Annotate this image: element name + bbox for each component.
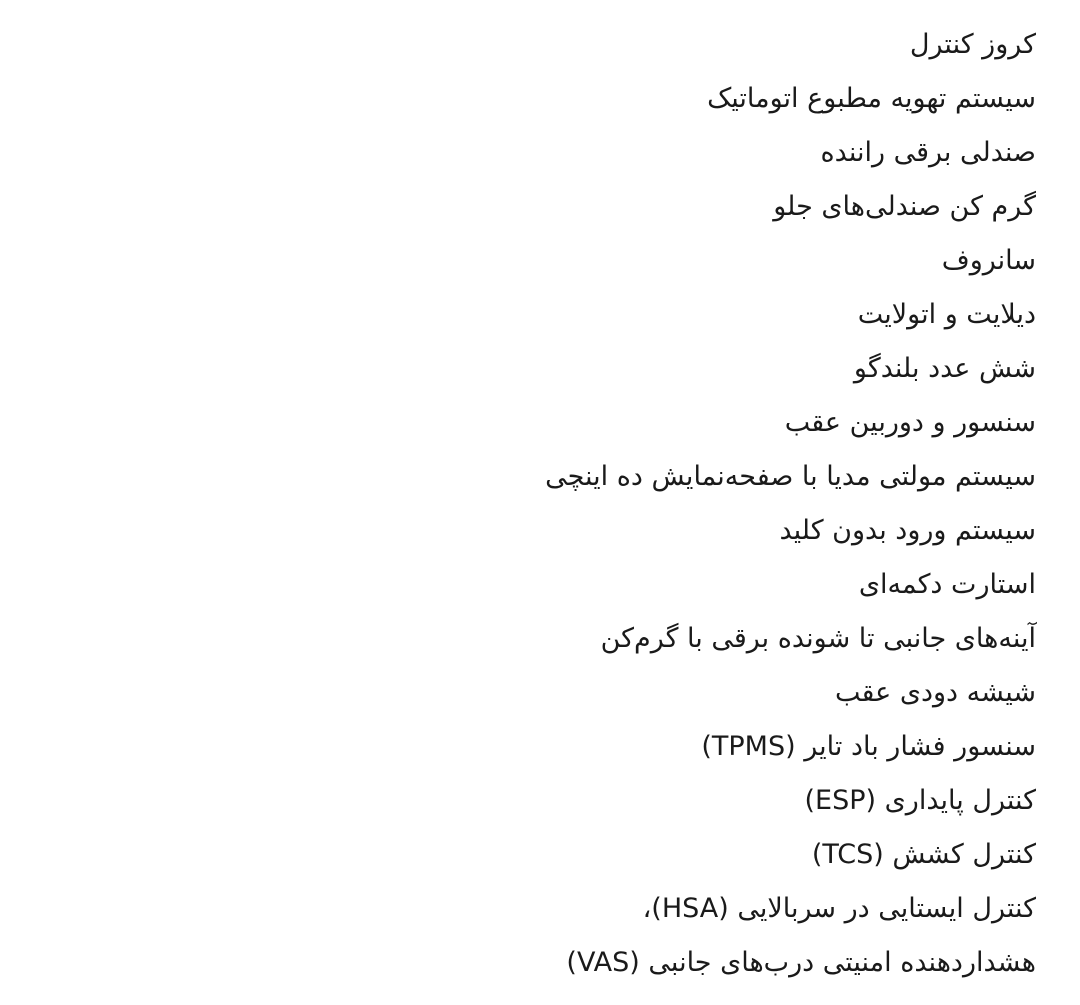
feature-item-hsa: کنترل ایستایی در سربالایی (HSA)،	[642, 893, 1036, 924]
feature-item-keyless-entry: سیستم ورود بدون کلید	[779, 515, 1036, 546]
feature-item-cruise-control: کروز کنترل	[909, 29, 1036, 60]
feature-item-vas: هشداردهنده امنیتی درب‌های جانبی (VAS)	[566, 947, 1036, 978]
feature-item-push-start: استارت دکمه‌ای	[858, 569, 1036, 600]
feature-item-tcs: کنترل کشش (TCS)	[811, 839, 1036, 870]
feature-item-tinted-rear-glass: شیشه دودی عقب	[835, 677, 1036, 708]
feature-item-daylight-autolight: دیلایت و اتولایت	[857, 299, 1036, 330]
feature-item-sunroof: سانروف	[941, 245, 1036, 276]
feature-item-multimedia-system: سیستم مولتی مدیا با صفحه‌نمایش ده اینچی	[545, 461, 1036, 492]
feature-item-folding-heated-mirrors: آینه‌های جانبی تا شونده برقی با گرم‌کن	[600, 623, 1036, 654]
feature-item-tpms: سنسور فشار باد تایر (TPMS)	[701, 731, 1036, 762]
feature-item-heated-front-seats: گرم کن صندلی‌های جلو	[773, 191, 1036, 222]
feature-item-esp: کنترل پایداری (ESP)	[804, 785, 1036, 816]
feature-item-rear-sensor-camera: سنسور و دوربین عقب	[784, 407, 1036, 438]
feature-item-auto-climate: سیستم تهویه مطبوع اتوماتیک	[707, 83, 1036, 114]
feature-item-power-driver-seat: صندلی برقی راننده	[820, 137, 1036, 168]
feature-list	[36, 18, 1036, 990]
feature-item-six-speakers: شش عدد بلندگو	[853, 353, 1036, 384]
